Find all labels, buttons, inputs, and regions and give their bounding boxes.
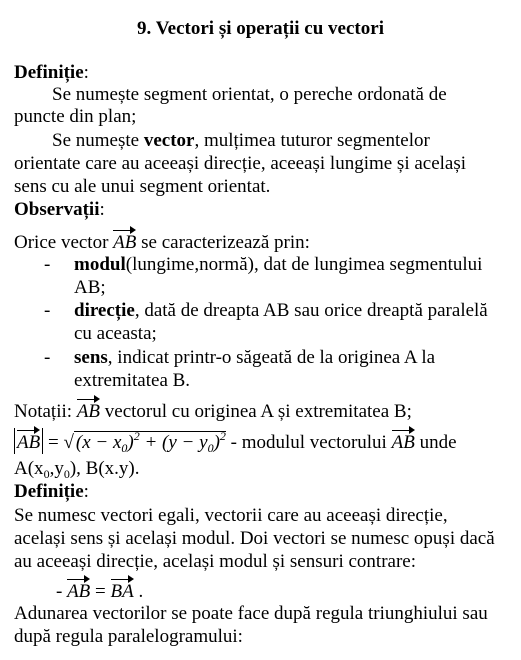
notations-line: Notații: AB vectorul cu originea A și extremitatea B; — [14, 397, 412, 423]
addition-line-2: după regula paralelogramului: — [14, 626, 243, 647]
observations-intro: Orice vector AB se caracterizează prin: — [14, 228, 310, 254]
bullet-dash: - — [44, 254, 51, 275]
def1-line-1: Se numește segment orientat, o pereche ordonată de — [52, 84, 447, 105]
def1-line-5: sens cu ale unui segment orientat. — [14, 176, 271, 197]
bullet-dash: - — [44, 300, 51, 321]
definition-heading-1: Definiție: — [14, 62, 89, 83]
def2-line-3: au aceeași direcție, același modul și sensuri contrare: — [14, 551, 416, 572]
page-title: 9. Vectori și operații cu vectori — [137, 18, 384, 39]
modulus-formula-line: AB = √ $(x - x_0)^2 + (y - y_0)^2$ - modulul vectorului AB unde — [14, 428, 457, 454]
vector-ab-symbol: AB — [113, 228, 136, 254]
points-line: $A(x_0,y_0)$, B(x.y). — [14, 458, 140, 481]
bullet-sens: sens, indicat printr-o săgeată de la originea A la — [74, 347, 436, 368]
bullet-modul-cont: AB; — [74, 277, 106, 298]
vector-ab-symbol: AB — [67, 577, 90, 603]
def2-line-2: același sens și același modul. Doi vectori se numesc opuși dacă — [14, 528, 495, 549]
vector-term: vector — [143, 130, 195, 151]
definition-heading-2: Definiție: — [14, 481, 89, 502]
modulus-symbol: AB — [14, 428, 43, 454]
vector-ba-symbol: BA — [111, 577, 134, 603]
opposite-vectors-equation: - AB = BA . — [56, 577, 143, 603]
modulus-formula: $(x - x_0)^2 + (y - y_0)^2$ — [75, 429, 226, 455]
vector-ab-symbol: AB — [77, 397, 100, 423]
def1-line-2: puncte din plan; — [14, 106, 137, 127]
bullet-directie-cont: cu aceasta; — [74, 323, 157, 344]
bullet-sens-cont: extremitatea B. — [74, 370, 191, 391]
addition-line-1: Adunarea vectorilor se poate face după regula triunghiului sau — [14, 603, 488, 624]
bullet-directie: direcție, dată de dreapta AB sau orice dreaptă paralelă — [74, 300, 488, 321]
bullet-dash: - — [44, 347, 51, 368]
def1-line-3: Se numește vector, mulțimea tuturor segmentelor — [52, 130, 430, 151]
def1-line-4: orientate care au aceeași direcție, aceeași lungime și același — [14, 153, 467, 174]
definition-label: Definiție — [14, 62, 84, 83]
def2-line-1: Se numesc vectori egali, vectorii care au aceeași direcție, — [14, 505, 448, 526]
sqrt-icon: √ — [63, 432, 74, 453]
bullet-modul: modul(lungime,normă), dat de lungimea segmentului — [74, 254, 483, 275]
vector-ab-symbol: AB — [392, 428, 415, 454]
observations-heading: Observații: — [14, 199, 105, 220]
